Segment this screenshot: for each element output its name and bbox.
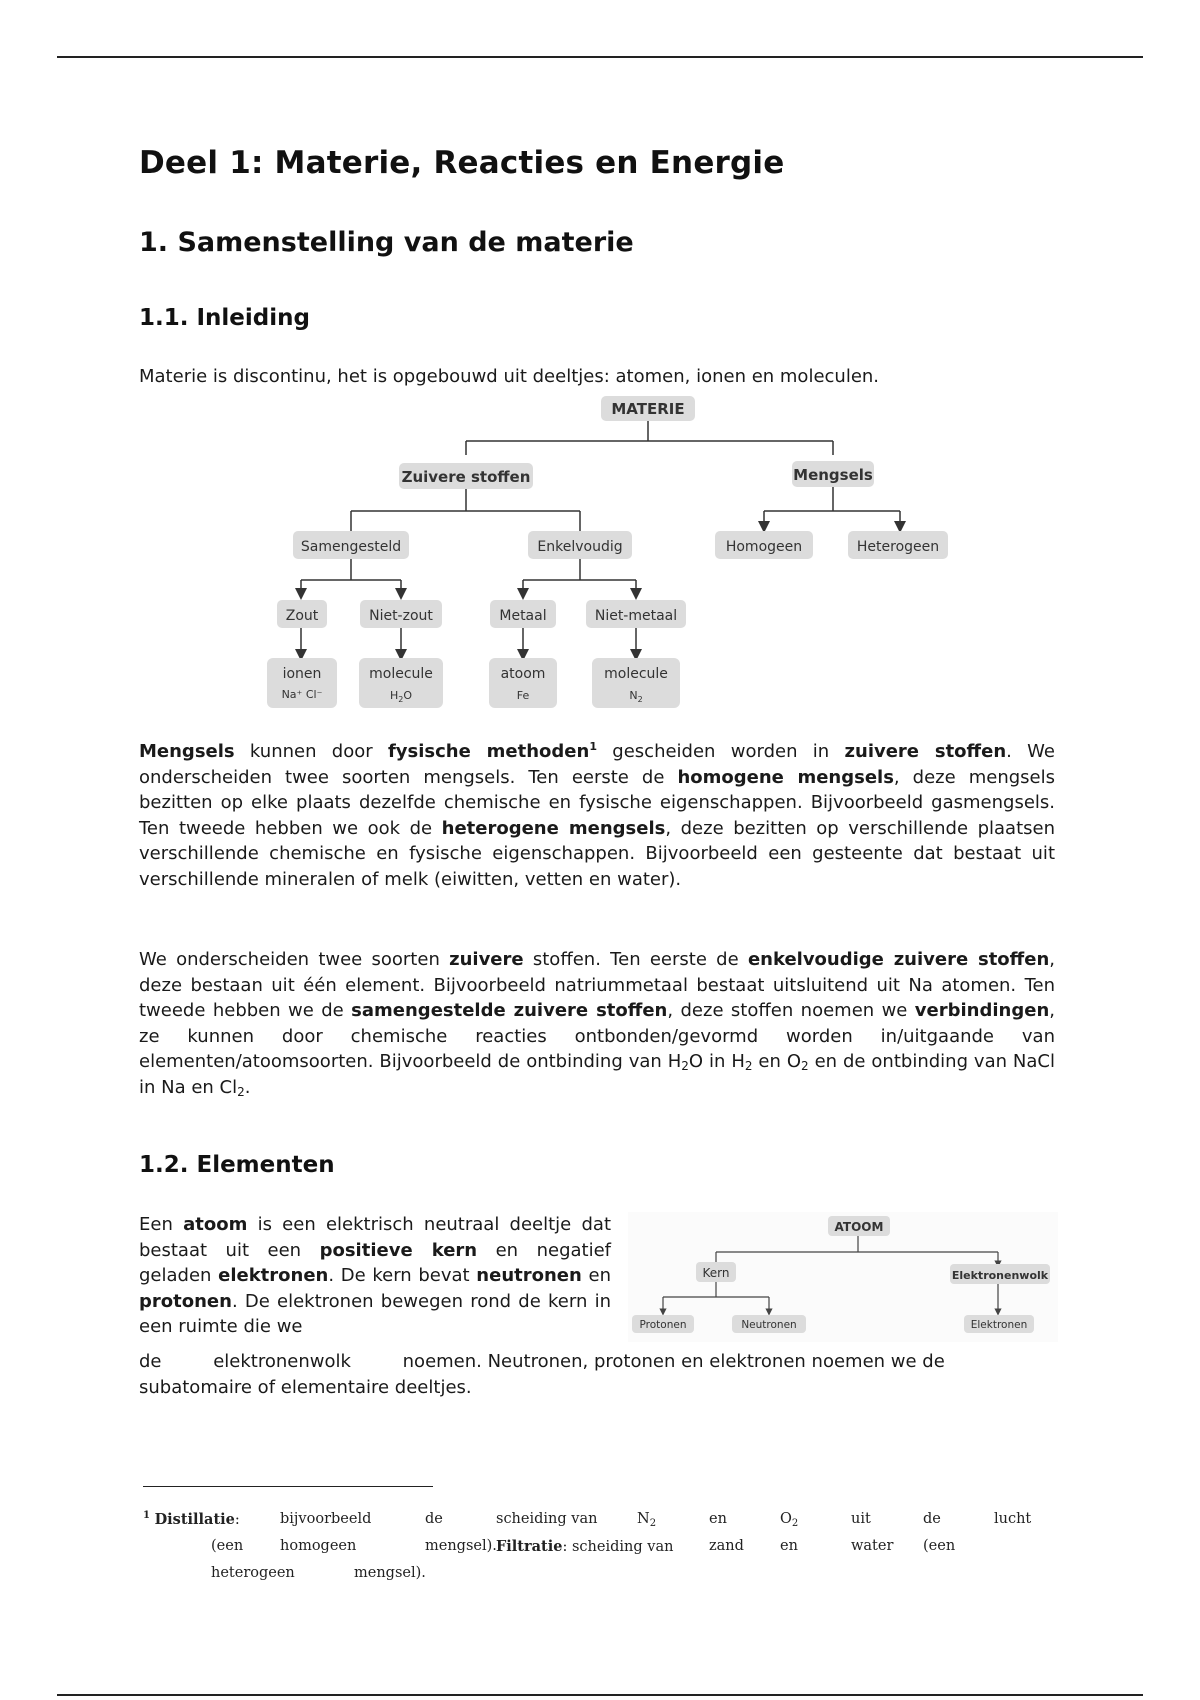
label-ionen: ionen	[282, 666, 322, 682]
label-protonen: Protonen	[639, 1319, 687, 1331]
materie-diagram	[250, 393, 970, 713]
label-formula-n2: $N_2$	[629, 689, 643, 704]
label-molecule-n2: molecule	[604, 666, 668, 682]
zuivere-stoffen-paragraph: We onderscheiden twee soorten zuivere stoffen. Ten eerste de enkelvoudige zuivere stoffen, deze bestaan uit één element. Bijvoorbeeld natriummetaal bestaat uitsluitend uit Na atomen. Ten tweede hebben we de samengestelde zuivere stoffen, deze stoffen noemen we verbindingen, ze kunnen door chemische reacties ontbonden/gevormd worden in/uitgaande van elementen/atoomsoorten. Bijvoorbeeld de ontbinding van $H_2O$ in $H_2$ en $O_2$ en de ontbinding van NaCl in Na en $Cl_2$.	[139, 949, 1056, 1099]
atoom-paragraph: Een atoom is een elektrisch neutraal deeltje dat bestaat uit een positieve kern en negatief geladen elektronen. De kern bevat neutronen en protonen. De elektronen bewegen rond de kern in een ruimte die we	[139, 1214, 611, 1337]
section-title-elementen: 1.2. Elementen	[139, 1152, 335, 1178]
footnote-ref[interactable]: 1	[589, 740, 597, 753]
label-materie: MATERIE	[611, 400, 685, 418]
part-title: Deel 1: Materie, Reacties en Energie	[139, 145, 785, 181]
label-ionen-formula: Na⁺ Cl⁻	[281, 688, 323, 701]
footer-rule	[57, 1694, 1143, 1696]
chapter-title: 1. Samenstelling van de materie	[139, 227, 634, 258]
footnote-line-1: $^1$ Distillatie: bijvoorbeeld de scheiding van $N_2$ en $O_2$ uit de lucht	[143, 1510, 1032, 1529]
label-molecule-h2o: molecule	[369, 666, 433, 682]
label-niet-metaal: Niet-metaal	[594, 608, 678, 624]
label-niet-zout: Niet-zout	[369, 608, 433, 624]
label-kern: Kern	[702, 1266, 730, 1280]
footnote	[143, 1506, 1043, 1587]
label-elektronenwolk: Elektronenwolk	[951, 1269, 1049, 1282]
atoom-paragraph-continued: de elektronenwolk noemen. Neutronen, protonen en elektronen noemen we de subatomaire of elementaire deeltjes.	[139, 1351, 945, 1398]
label-metaal: Metaal	[499, 608, 547, 624]
label-mengsels: Mengsels	[793, 466, 873, 484]
label-neutronen: Neutronen	[741, 1319, 797, 1331]
footnote-line-3: heterogeen mengsel).	[211, 1565, 426, 1581]
label-heterogeen: Heterogeen	[856, 539, 940, 555]
label-zout: Zout	[285, 608, 319, 624]
label-homogeen: Homogeen	[725, 539, 803, 555]
label-samengesteld: Samengesteld	[300, 539, 402, 555]
intro-paragraph: Materie is discontinu, het is opgebouwd uit deeltjes: atomen, ionen en moleculen.	[139, 366, 880, 387]
atoom-diagram	[628, 1212, 1058, 1342]
label-enkelvoudig: Enkelvoudig	[537, 539, 623, 555]
footnote-line-2: (een homogeen mengsel). Filtratie: scheiding van zand en water (een	[211, 1538, 956, 1555]
label-elektronen: Elektronen	[970, 1319, 1028, 1331]
footnote-separator	[143, 1486, 433, 1487]
label-zuivere-stoffen: Zuivere stoffen	[401, 468, 531, 486]
label-atoom: atoom	[500, 666, 546, 682]
section-title-inleiding: 1.1. Inleiding	[139, 305, 310, 331]
mengsels-paragraph: Mengsels kunnen door fysische methoden$^1$ gescheiden worden in zuivere stoffen. We onderscheiden twee soorten mengsels. Ten eerste de homogene mengsels, deze mengsels bezitten op elke plaats dezelfde chemische en fysische eigenschappen. Bijvoorbeeld gasmengsels. Ten tweede hebben we ook de heterogene mengsels, deze bezitten op verschillende plaatsen verschillende chemische en fysische eigenschappen. Bijvoorbeeld een gesteente dat bestaat uit verschillende mineralen of melk (eiwitten, vetten en water).	[139, 740, 1055, 890]
label-atoom-root: ATOOM	[834, 1220, 884, 1234]
label-formula-fe: Fe	[516, 689, 530, 702]
label-formula-h2o: $H_2O$	[389, 689, 413, 704]
header-rule	[57, 56, 1143, 58]
